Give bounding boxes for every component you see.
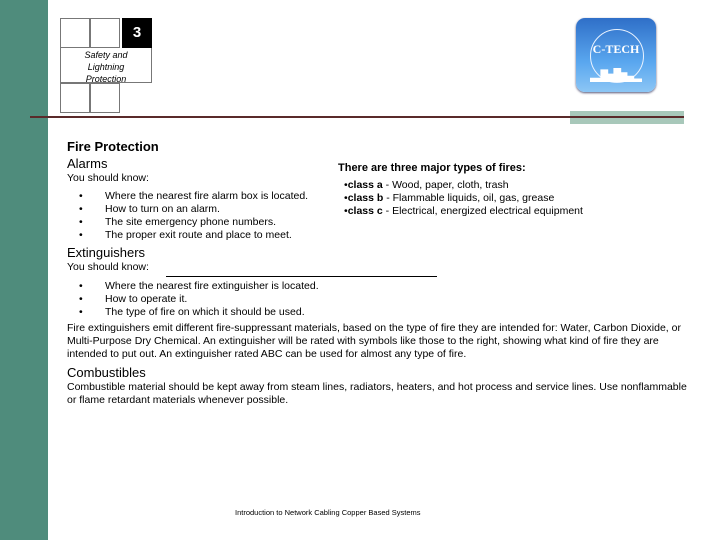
section-caption (60, 48, 152, 83)
caption-line: Safety and (84, 50, 128, 60)
fire-type-b: •class b - Flammable liquids, oil, gas, grease (344, 192, 555, 204)
fire-type-c: •class c - Electrical, energized electrical equipment (344, 205, 583, 217)
class-label: class b (347, 192, 384, 204)
footer-text: Introduction to Network Cabling Copper Based Systems (235, 508, 421, 517)
header-rule (30, 116, 684, 118)
fire-type-a: •class a - Wood, paper, cloth, trash (344, 179, 509, 191)
list-item: • The type of fire on which it should be used. (67, 306, 319, 319)
combustibles-heading: Combustibles (67, 365, 146, 380)
class-label: class c (347, 205, 383, 217)
list-item: • Where the nearest fire extinguisher is located. (67, 280, 319, 293)
list-item: • How to operate it. (67, 293, 319, 306)
logo-text: C-TECH (592, 42, 640, 56)
page-title: Fire Protection (67, 139, 159, 154)
alarms-heading: Alarms (67, 156, 108, 171)
fire-types-heading: There are three major types of fires: (338, 162, 526, 174)
section-number: 3 (122, 18, 152, 48)
class-label: class a (347, 179, 383, 191)
extinguishers-intro: You should know: (67, 261, 149, 273)
list-item: • Where the nearest fire alarm box is located. (67, 190, 308, 203)
c-tech-logo (576, 18, 656, 92)
alarms-list (67, 190, 308, 242)
class-text: - Electrical, energized electrical equipment (382, 205, 583, 217)
extinguishers-paragraph: Fire extinguishers emit different fire-suppressant materials, based on the type of fire they are intended for: Water, Carbon Dioxide, or Multi-Purpose Dry Chemical. An extinguisher will be rated with symbols like those to the right, showing what kind of fire they are intended to put out. An extinguisher rated ABC can be used for almost any type of fire. (67, 322, 681, 360)
list-item: • How to turn on an alarm. (67, 203, 308, 216)
caption-line: Protection (85, 74, 127, 84)
sidebar-band (0, 0, 48, 540)
underline-rule (166, 276, 437, 277)
class-text: - Flammable liquids, oil, gas, grease (383, 192, 555, 204)
combustibles-paragraph: Combustible material should be kept away from steam lines, radiators, heaters, and hot process and service lines. Use nonflammable or flame retardant materials whenever possible. (67, 381, 687, 406)
class-text: - Wood, paper, cloth, trash (382, 179, 509, 191)
extinguishers-heading: Extinguishers (67, 245, 146, 260)
caption-line: Lightning (87, 62, 125, 72)
list-item: • The site emergency phone numbers. (67, 216, 308, 229)
list-item: • The proper exit route and place to meet. (67, 229, 308, 242)
extinguishers-list (67, 280, 319, 319)
alarms-intro: You should know: (67, 172, 149, 184)
